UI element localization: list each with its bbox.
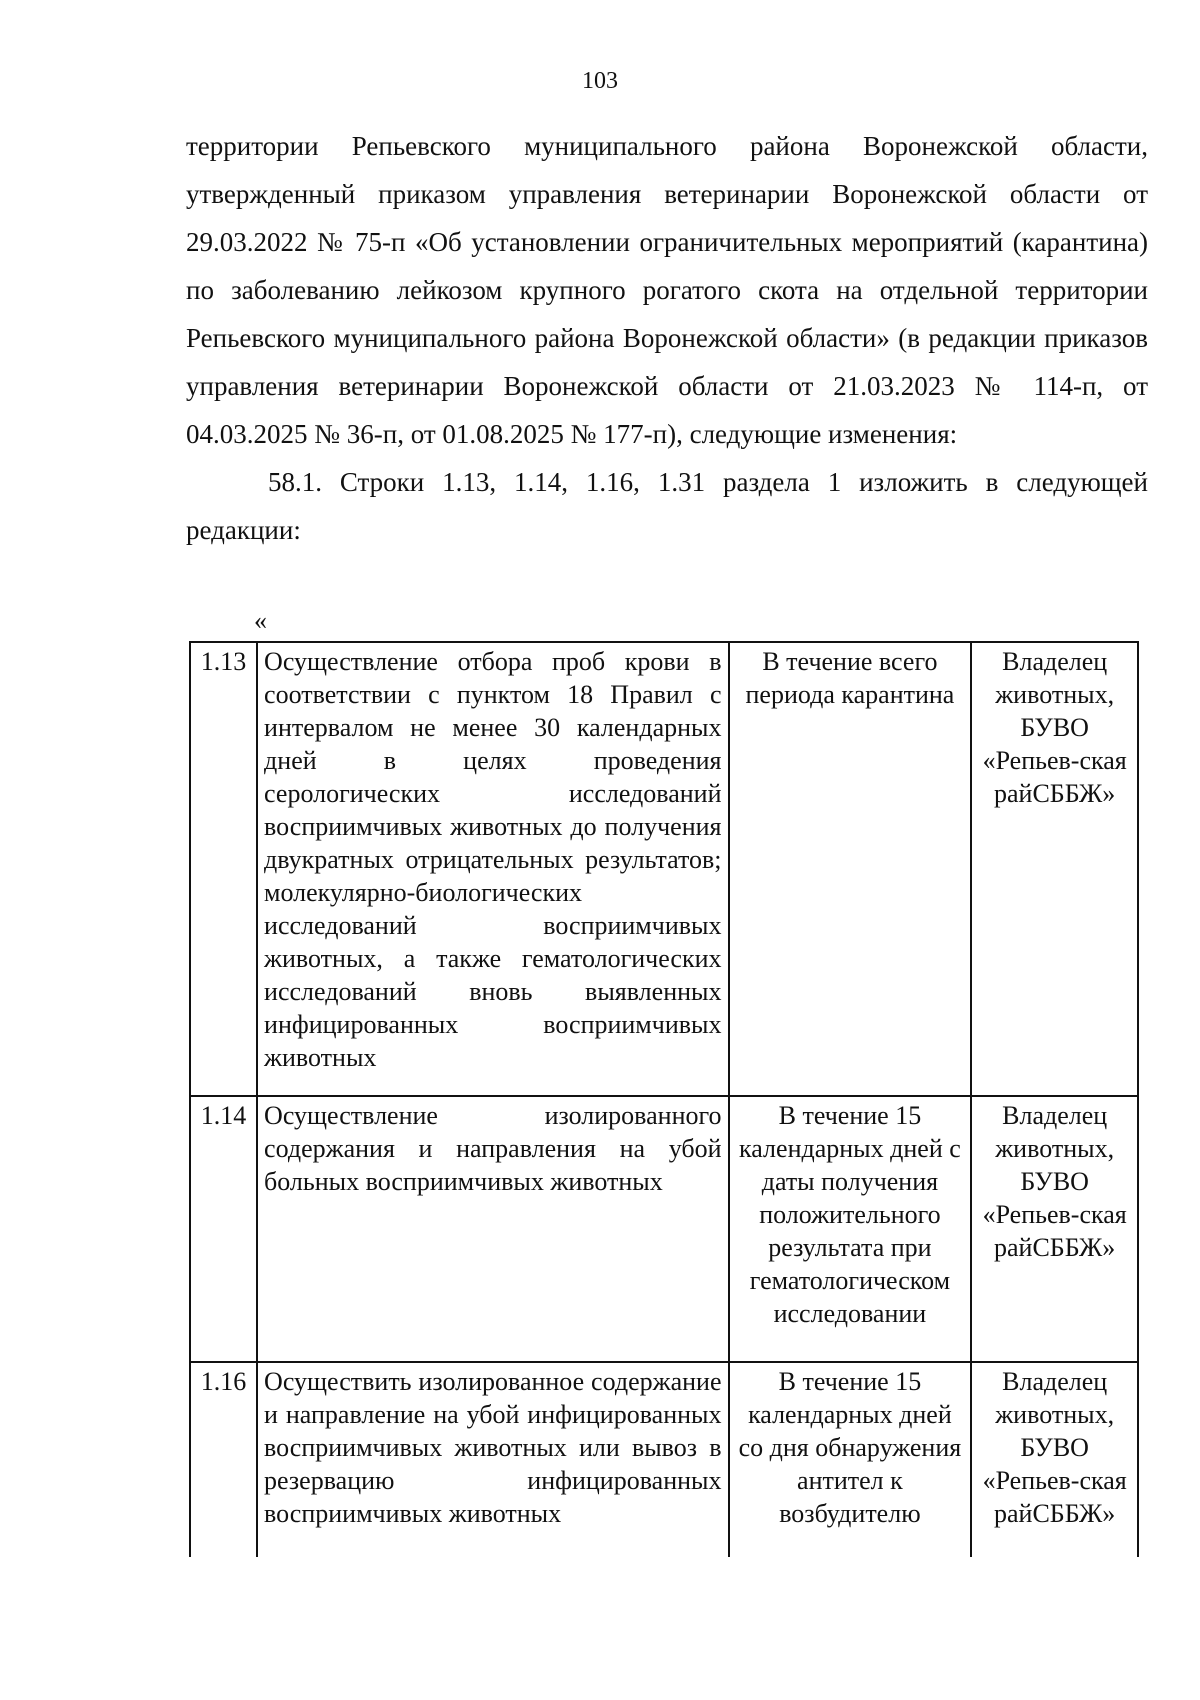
row-responsible: Владелец животных, БУВО «Репьев-ская райСББЖ» (971, 642, 1138, 1096)
table-row (190, 1362, 1138, 1557)
row-number: 1.16 (190, 1362, 257, 1557)
table-row (190, 642, 1138, 1096)
opening-quote-mark: « (254, 606, 267, 635)
document-body (186, 122, 1148, 554)
row-number: 1.13 (190, 642, 257, 1096)
row-term: В течение всего периода карантина (729, 642, 972, 1096)
amendment-table (189, 641, 1139, 1557)
row-description: Осуществление изолированного содержания и направления на убой больных восприимчивых животных (257, 1096, 728, 1362)
row-description: Осуществление отбора проб крови в соответствии с пунктом 18 Правил с интервалом не менее 30 календарных дней в целях проведения серологических исследований восприимчивых животных до получения двукратных отрицательных результатов; молекулярно-биологических исследований восприимчивых животных, а также гематологических исследований вновь выявленных инфицированных восприимчивых животных (257, 642, 728, 1096)
row-responsible: Владелец животных, БУВО «Репьев-ская райСББЖ» (971, 1096, 1138, 1362)
row-number: 1.14 (190, 1096, 257, 1362)
row-description: Осуществить изолированное содержание и направление на убой инфицированных восприимчивых животных или вывоз в резервацию инфицированных восприимчивых животных (257, 1362, 728, 1557)
page-number: 103 (582, 68, 618, 94)
intro-paragraph: территории Репьевского муниципального района Воронежской области, утвержденный приказом управления ветеринарии Воронежской области от 29.03.2022 № 75-п «Об установлении ограничительных мероприятий (карантина) по заболеванию лейкозом крупного рогатого скота на отдельной территории Репьевского муниципального района Воронежской области» (в редакции приказов управления ветеринарии Воронежской области от 21.03.2023 № 114-п, от 04.03.2025 № 36-п, от 01.08.2025 № 177-п), следующие изменения: (186, 131, 1148, 449)
row-term: В течение 15 календарных дней со дня обнаружения антител к возбудителю (729, 1362, 972, 1557)
amendment-paragraph: 58.1. Строки 1.13, 1.14, 1.16, 1.31 раздела 1 изложить в следующей редакции: (186, 467, 1148, 545)
row-responsible: Владелец животных, БУВО «Репьев-ская райСББЖ» (971, 1362, 1138, 1557)
row-term: В течение 15 календарных дней с даты получения положительного результата при гематологическом исследовании (729, 1096, 972, 1362)
table-row (190, 1096, 1138, 1362)
